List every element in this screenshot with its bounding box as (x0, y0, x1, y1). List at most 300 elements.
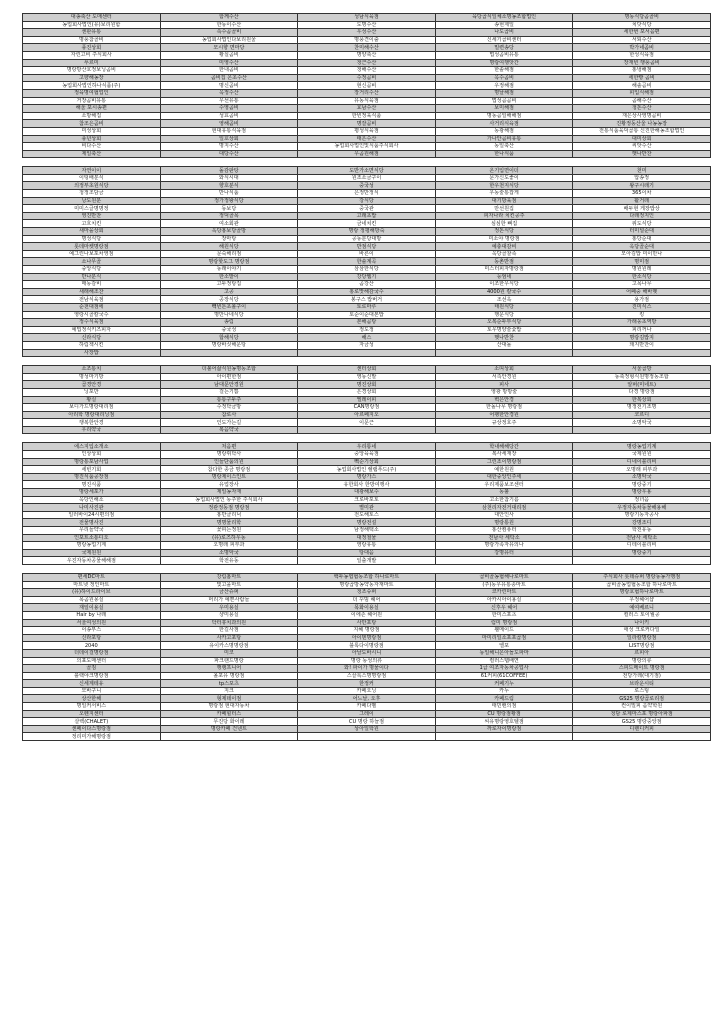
table-cell: 명랑의류 (573, 657, 711, 665)
table-cell: 탕대음 (298, 549, 436, 557)
table-cell: 은정반정식 (298, 190, 436, 198)
table-row (23, 672, 711, 680)
table-cell: 장거리수산 (298, 89, 436, 97)
table-cell: 어팽한안경원 (435, 411, 573, 419)
table-cell: 우리들약국 (23, 527, 161, 535)
table-row (23, 703, 711, 711)
table-row (23, 527, 711, 535)
table-cell: 정돈식당 (435, 228, 573, 236)
table-cell: 명랑 정평해방숙 (298, 228, 436, 236)
table-cell: 해솔곰비 (573, 82, 711, 90)
business-directory-sheet (22, 13, 710, 741)
table-cell: 명랑곱방농약동자재마트 (298, 581, 436, 589)
table-cell: 1급 여조자동차공업사 (435, 665, 573, 673)
table-cell: 모시향 면마당 (160, 44, 298, 52)
table-cell: 전통식품육덕곱통 신진한해농조합법인 (573, 127, 711, 135)
table-cell: 의표도매센터 (23, 657, 161, 665)
table-cell: 문숙해리점 (160, 250, 298, 258)
table-cell: 우선유통 (160, 97, 298, 105)
table-cell: 카페힐터스 (160, 710, 298, 718)
table-row (23, 97, 711, 105)
table-cell: 천미 (573, 167, 711, 175)
table-cell: 풍진상회 (23, 44, 161, 52)
table-cell: 홍로맛해감국수 (298, 288, 436, 296)
table-cell: 삼삼한식당 (298, 266, 436, 274)
table-cell: 와식시대 (160, 174, 298, 182)
table-cell: 유업장사 (160, 481, 298, 489)
table-cell: 공장식당 (160, 296, 298, 304)
table-cell: 무진당 화이레 (160, 718, 298, 726)
table-cell: 유한회사 한방여행사 (298, 481, 436, 489)
table-cell: 한복상회 (573, 396, 711, 404)
table-cell: 명랑통원 (435, 519, 573, 527)
table-row (23, 396, 711, 404)
table-cell: 엘레이피 (298, 396, 436, 404)
table-cell: 아날도바시니 (298, 649, 436, 657)
table-cell: 현대유통식육점 (160, 127, 298, 135)
table-cell: 인도가는길 (160, 419, 298, 427)
table-cell: 한나식품 (435, 150, 573, 158)
table-cell: 자연이이 (23, 167, 161, 175)
table-cell: 명랑가족자유의나 (435, 542, 573, 550)
table-cell: 농업회사법인빛식품주식회사 (298, 143, 436, 151)
table-cell: 농업회사법인다보리원울 (160, 36, 298, 44)
table-cell: 명양축산 (298, 51, 436, 59)
table-cell: 명랑전설 (298, 519, 436, 527)
table-cell: 한솔해점 (435, 67, 573, 75)
table-cell: 돌감판탕 (160, 167, 298, 175)
table-cell: 세한번 포서음편 (573, 29, 711, 37)
table-cell: 어폐중 해바뗏 (573, 288, 711, 296)
table-cell: 공동분당대방 (298, 235, 436, 243)
table-row (23, 182, 711, 190)
table-row (23, 581, 711, 589)
table-cell: 롯데마켓명랑점 (23, 243, 161, 251)
table-cell: 제일농자재 (160, 489, 298, 497)
table-cell: 크로바포토 (298, 496, 436, 504)
table-cell: 어느날, 오후 (298, 695, 436, 703)
table-cell: CAN명랑점 (298, 404, 436, 412)
table-cell: 명풍참골비 (23, 36, 161, 44)
table-cell: 럼미 명랑점 (435, 619, 573, 627)
table-cell: 명랑호협하나로마트 (573, 589, 711, 597)
table-cell: 꽃피는정원 (160, 527, 298, 535)
table-cell: 예빕정식키즈피자 (23, 326, 161, 334)
table-row (23, 611, 711, 619)
table-cell: 고흐치킨 (23, 220, 161, 228)
table-cell: tp스포츠 (160, 680, 298, 688)
table-cell: 해원식당 (160, 243, 298, 251)
table-cell: 명잘곰비 (298, 120, 436, 128)
table-cell: 비다수산 (23, 143, 161, 151)
section-gap (22, 357, 710, 365)
table-cell: 명정전기조명 (573, 404, 711, 412)
table-cell: 한정커 (298, 680, 436, 688)
directory-table-section-3 (22, 365, 711, 434)
table-cell (298, 733, 436, 741)
table-cell: 고목나무 (573, 281, 711, 289)
table-row (23, 695, 711, 703)
table-row (23, 303, 711, 311)
table-cell: 행복한안경 (23, 419, 161, 427)
table-cell: 제일축산 (23, 150, 161, 158)
table-row (23, 74, 711, 82)
table-cell: 홍당순대 (573, 235, 711, 243)
table-row (23, 44, 711, 52)
table-cell: 왕구시래기 (573, 182, 711, 190)
table-cell: 영진반찬 (23, 212, 161, 220)
table-cell: 곰해수산 (573, 97, 711, 105)
table-cell: 황실곰비 (160, 51, 298, 59)
table-cell: 청담 로제마스포 명랑아파점 (573, 710, 711, 718)
table-cell: 오명래 피부과 (573, 466, 711, 474)
table-cell: 참조은곰비 (23, 120, 161, 128)
table-cell: 참로사 (160, 411, 298, 419)
table-cell (160, 733, 298, 741)
table-row (23, 718, 711, 726)
table-cell: 신라포탕 (23, 634, 161, 642)
table-row (23, 89, 711, 97)
table-cell: 카페오닝 (298, 687, 436, 695)
table-cell: 법성곰곰비 (435, 97, 573, 105)
table-cell: 중국성 (298, 182, 436, 190)
table-cell: 예한원원 (435, 466, 573, 474)
table-cell: 그린조이명랑점 (435, 458, 573, 466)
table-cell: 전남식육점 (23, 296, 161, 304)
table-cell: 옥당골찰족 (435, 250, 573, 258)
table-cell: 도명수산 (298, 21, 436, 29)
table-cell: 밀련송당 (435, 44, 573, 52)
table-row (23, 642, 711, 650)
table-cell: 행랭프니어 (160, 665, 298, 673)
table-cell: 4000원 칼국수 (435, 288, 573, 296)
table-cell: 명명물리학 (160, 519, 298, 527)
table-cell: 머리가 예쁜사람들 (160, 596, 298, 604)
table-cell: 반나식품 (160, 190, 298, 198)
table-cell: (유)하이드라이브 (23, 589, 161, 597)
table-cell: 국제원원 (23, 549, 161, 557)
table-row (23, 634, 711, 642)
table-cell: 명일커서비스 (23, 703, 161, 711)
table-cell: 일라칼명랑점 (573, 634, 711, 642)
table-cell: 지혜 명랑점 (298, 627, 436, 635)
table-cell: 이송부스 (23, 627, 161, 635)
table-cell: 태민밴의점 (435, 703, 573, 711)
table-row (23, 273, 711, 281)
table-cell: 사카고포탕 (160, 634, 298, 642)
table-cell (298, 349, 436, 357)
table-cell: 순천대점에 (23, 303, 161, 311)
table-row (23, 451, 711, 459)
table-cell: 정덕골목 (160, 212, 298, 220)
table-cell: 명랑 동성의류 (298, 657, 436, 665)
table-row (23, 596, 711, 604)
table-cell: 가래옹초역방 (573, 319, 711, 327)
table-cell: 거장곰비유통 (23, 97, 161, 105)
table-cell: 코카린마트 (435, 589, 573, 597)
table-cell: 여소회관 (160, 220, 298, 228)
table-row (23, 143, 711, 151)
table-cell: 학전유동 (573, 527, 711, 535)
table-cell: 한미스포츠 (435, 611, 573, 619)
table-cell: 매동감비 (23, 281, 161, 289)
table-cell: Hair by 나래 (23, 611, 161, 619)
table-cell: 블랙야크명랑점 (23, 672, 161, 680)
table-cell: 청해수산 (298, 67, 436, 75)
table-cell: 소방해집 (23, 112, 161, 120)
table-row (23, 235, 711, 243)
table-cell: 킹 (573, 311, 711, 319)
table-cell: 까로자이명랑점 (435, 725, 573, 733)
table-cell: 정녀음 (573, 496, 711, 504)
table-cell: 커페기누 (435, 680, 573, 688)
table-cell: 복사세재장 (435, 451, 573, 459)
table-cell: 한돌나무 명랑점 (435, 404, 573, 412)
table-cell: 웰메이드 (435, 627, 573, 635)
table-cell: 인들단품의원 (160, 458, 298, 466)
table-cell: 만선원집 (435, 205, 573, 213)
table-cell: 서퇴수산 (573, 36, 711, 44)
table-cell: 전도해토스 (298, 511, 436, 519)
table-cell: 원조소금구이 (298, 174, 436, 182)
table-cell: 옥수곰비 (435, 74, 573, 82)
table-row (23, 67, 711, 75)
table-row (23, 319, 711, 327)
table-cell: 곱비골농협해나로마트 (435, 573, 573, 581)
table-cell: 강명조디 (573, 519, 711, 527)
table-cell: 오렌지센터 (23, 710, 161, 718)
table-cell: 한내곰비 (160, 67, 298, 75)
table-cell: 서울곱방 (573, 366, 711, 374)
table-cell: 대미상회 (573, 135, 711, 143)
table-row (23, 443, 711, 451)
table-cell: 송현제일 (435, 21, 573, 29)
table-cell: 디네이블리비 (573, 458, 711, 466)
table-cell: 동불 (435, 489, 573, 497)
table-cell: 지크 (160, 687, 298, 695)
table-cell: 봉구스 밥버거 (298, 296, 436, 304)
table-cell: 정리미가해명랑점 (23, 733, 161, 741)
table-cell: 고두정탕집 (160, 281, 298, 289)
table-cell: 청근수산 (298, 59, 436, 67)
table-cell: 다래정지인 (573, 212, 711, 220)
table-cell: 신세기곱비센터 (435, 36, 573, 44)
table-row (23, 243, 711, 251)
table-cell: 속수곰골비 (160, 29, 298, 37)
table-cell: 동보당 (160, 205, 298, 213)
table-cell: 한동이수산 (160, 21, 298, 29)
table-cell: 명동식당곰골비 (573, 14, 711, 22)
table-row (23, 665, 711, 673)
table-cell: 장재빈 행풍곰비 (573, 59, 711, 67)
table-cell: 심심한 뼈집 (435, 220, 573, 228)
table-row (23, 105, 711, 113)
table-cell: 송림 (160, 319, 298, 327)
table-cell: 통통구두주 (160, 396, 298, 404)
table-cell: 반나분식 (23, 273, 161, 281)
table-cell: 육당곱식일체소명농조합법인 (435, 14, 573, 22)
table-cell: 고소한참기름 (435, 496, 573, 504)
table-cell: 소명악국 (573, 419, 711, 427)
table-cell: 올포유 명랑점 (160, 672, 298, 680)
table-cell: 찬미해수산 (298, 44, 436, 52)
table-cell: 미성상회 (23, 127, 161, 135)
table-row (23, 326, 711, 334)
table-cell: 명랑카페 건넨트 (160, 725, 298, 733)
table-cell: 전남사 세탁소 (435, 534, 573, 542)
table-cell: GS25 명랑중앙점 (573, 718, 711, 726)
table-cell: 명랑바싯해운탕 (160, 341, 298, 349)
table-cell: 빽빈돈초볼구이 (160, 303, 298, 311)
table-row (23, 311, 711, 319)
table-row (23, 288, 711, 296)
table-cell: 이문근 (298, 419, 436, 427)
table-cell: 씨앗수산 (573, 143, 711, 151)
table-cell: GS25 명랑곱로리점 (573, 695, 711, 703)
table-cell: 명동곰일해해점 (435, 112, 573, 120)
table-cell: 소나무골 (23, 258, 161, 266)
table-cell: 명랑우용 (573, 489, 711, 497)
table-cell: 영랑시골칼국수 (23, 311, 161, 319)
table-row (23, 404, 711, 412)
table-cell: 전물명사진 (23, 519, 161, 527)
table-cell: 토로마루 (298, 303, 436, 311)
table-cell: 하림첵시킨 (23, 341, 161, 349)
table-cell: 사거리식육점 (435, 120, 573, 128)
directory-table-section-1 (22, 13, 711, 158)
table-cell: 우동술통잡게 (435, 190, 573, 198)
table-cell: 그레이 (298, 710, 436, 718)
table-cell: 목화이용실 (298, 604, 436, 612)
table-row (23, 112, 711, 120)
table-cell: 마미리일소포포곱점 (435, 634, 573, 642)
table-cell: 진미식스 (573, 303, 711, 311)
table-cell: 명랑여행앗간 (435, 59, 573, 67)
table-row (23, 657, 711, 665)
table-cell (435, 733, 573, 741)
table-row (23, 51, 711, 59)
table-cell: 홍반클리닉 (160, 511, 298, 519)
table-cell: 나이키 (573, 619, 711, 627)
table-cell: 컨이빌피 음약학원 (573, 703, 711, 711)
table-row (23, 281, 711, 289)
table-cell: 아카시아이용실 (435, 596, 573, 604)
table-cell: 옥당홍보당골방 (160, 228, 298, 236)
table-row (23, 481, 711, 489)
table-cell: 대정철물 (298, 534, 436, 542)
table-cell: 동촌반점 (435, 258, 573, 266)
table-cell: 명미점 (573, 258, 711, 266)
table-cell (298, 426, 436, 434)
table-cell: 코르디 (573, 411, 711, 419)
table-cell: 이에손 헤어원 (298, 611, 436, 619)
table-cell: 인상상회 (23, 451, 161, 459)
table-cell: 함께수산 (160, 14, 298, 22)
table-cell: 한솔계곡 (298, 258, 436, 266)
table-cell: 문가신도좋이 (435, 174, 573, 182)
table-row (23, 687, 711, 695)
table-cell: 성효곰비 (160, 112, 298, 120)
table-cell: 평성식육점 (298, 127, 436, 135)
table-cell: 명랑제이스인트 (160, 473, 298, 481)
table-cell: 사장밥 (23, 349, 161, 357)
table-cell: 금네치킨 (298, 220, 436, 228)
table-cell: 한빈정육식품 (298, 112, 436, 120)
table-cell: 청조슈퍼 (298, 589, 436, 597)
table-cell: 백두농엽협동조합 하나로마트 (298, 573, 436, 581)
table-cell: 정도정 (298, 326, 436, 334)
table-row (23, 127, 711, 135)
table-row (23, 573, 711, 581)
table-cell: 행운식당 (435, 311, 573, 319)
table-cell: 전당가레(대기점) (573, 672, 711, 680)
table-cell: 영해곰비 (160, 120, 298, 128)
table-cell: 나도곱비 (435, 29, 573, 37)
table-row (23, 120, 711, 128)
table-row (23, 373, 711, 381)
table-cell: 소띠상회 (435, 366, 573, 374)
table-cell: 중국성 (160, 326, 298, 334)
table-cell: 터미널순대 (573, 228, 711, 236)
table-cell: 파크랜드명랑 (160, 657, 298, 665)
table-row (23, 150, 711, 158)
table-row (23, 649, 711, 657)
table-cell: 카누 (435, 687, 573, 695)
table-cell: 일러바이24시편의점 (23, 511, 161, 519)
table-cell: 스피드메이트 명랑점 (573, 665, 711, 673)
table-cell: 명신곰비 (160, 82, 298, 90)
table-row (23, 519, 711, 527)
table-cell (435, 426, 573, 434)
table-cell: 알퍼(미네트) (573, 381, 711, 389)
table-cell: 카페드림 (435, 695, 573, 703)
table-cell: 고공 (160, 288, 298, 296)
table-cell: 미스터피자명랑점 (435, 266, 573, 274)
table-cell: 산대돌 (435, 341, 573, 349)
table-row (23, 381, 711, 389)
table-cell: 빽순기상회 (298, 458, 436, 466)
table-cell: 정육명여협업인 (23, 89, 161, 97)
table-cell: 해스 (298, 334, 436, 342)
table-cell: 우정헤어샵 (573, 596, 711, 604)
table-cell: 신세계테유 (23, 680, 161, 688)
table-row (23, 511, 711, 519)
table-cell: 상아일학원 (298, 725, 436, 733)
table-cell: (주)동우유통종마트 (435, 581, 573, 589)
table-cell: 명랑농업기계 (573, 443, 711, 451)
table-cell: 동광해점 (435, 127, 573, 135)
table-row (23, 388, 711, 396)
table-row (23, 167, 711, 175)
table-cell: 대송축산 도매센터 (23, 14, 161, 22)
table-cell: 주식회사 롯데슈퍼 명랑동농가맹점 (573, 573, 711, 581)
table-cell: 본해곰탕 (298, 319, 436, 327)
table-cell: 목곰원몽실 (23, 596, 161, 604)
table-cell: 살렉(CHALET) (23, 718, 161, 726)
table-cell: 한성식육점 (573, 51, 711, 59)
table-row (23, 534, 711, 542)
table-row (23, 542, 711, 550)
table-cell (573, 426, 711, 434)
table-cell: 홍냉해점 (573, 67, 711, 75)
table-cell: 명진식품공장점 (23, 473, 161, 481)
table-cell: 청돈수산 (573, 105, 711, 113)
table-cell: 디테이블리비 (573, 542, 711, 550)
directory-table-section-4 (22, 442, 711, 565)
table-cell: 정가정왕식당 (160, 197, 298, 205)
section-gap (22, 565, 710, 573)
table-row (23, 604, 711, 612)
